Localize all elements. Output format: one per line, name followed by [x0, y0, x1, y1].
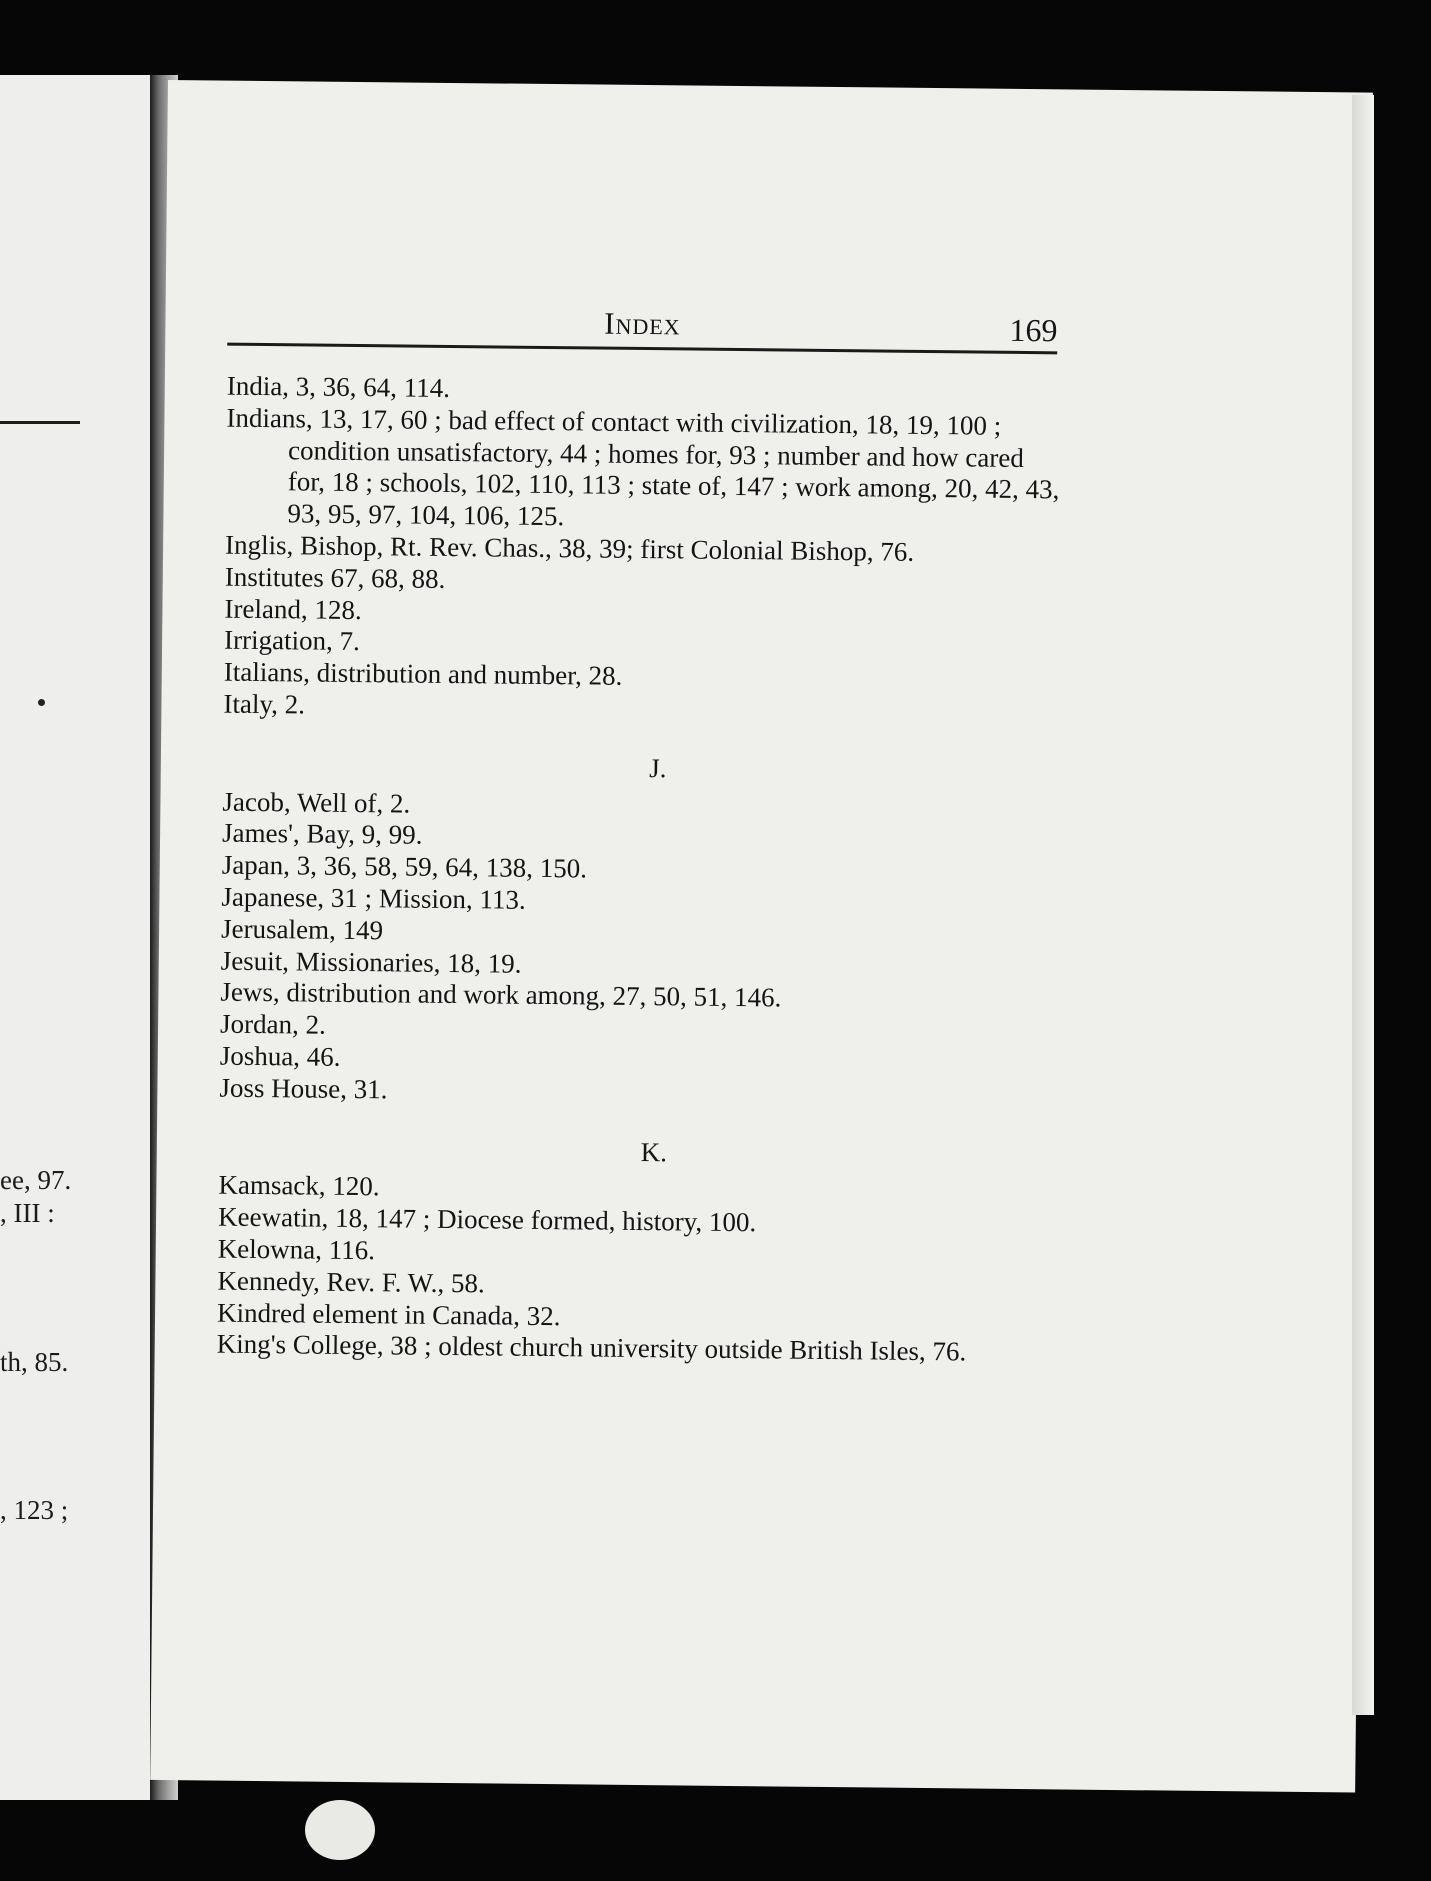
ink-dot	[38, 699, 45, 706]
index-entry: Joss House, 31.	[219, 1072, 388, 1105]
previous-page-fragment	[0, 75, 158, 1800]
index-body	[217, 371, 1067, 1370]
index-entry: Institutes 67, 68, 88.	[224, 561, 446, 594]
index-entry: Kamsack, 120.	[218, 1169, 380, 1202]
index-page	[150, 80, 1373, 1793]
index-entry: Ireland, 128.	[224, 593, 362, 625]
index-entry: Jordan, 2.	[219, 1008, 327, 1040]
index-entry: Italians, distribution and number, 28.	[223, 656, 623, 691]
index-entry: Jews, distribution and work among, 27, 50, 51, 146.	[220, 976, 782, 1013]
index-entry: Jesuit, Missionaries, 18, 19.	[220, 945, 522, 979]
previous-page-text-fragment: , 123 ;	[0, 1495, 69, 1525]
previous-page-text-fragment: ee, 97.	[0, 1165, 72, 1195]
page-number: 169	[1009, 311, 1058, 349]
index-entry: India, 3, 36, 64, 114.	[226, 370, 451, 403]
index-entry: Joshua, 46.	[219, 1040, 341, 1072]
index-section-k	[217, 1132, 1059, 1369]
index-section-i	[223, 371, 1067, 730]
page-edge-shadow	[1352, 95, 1374, 1715]
index-entry: King's College, 38 ; oldest church university outside British Isles, 76.	[216, 1328, 967, 1367]
index-entry: James', Bay, 9, 99.	[221, 817, 423, 851]
running-head: Index	[604, 305, 681, 342]
index-entry: Jacob, Well of, 2.	[222, 786, 411, 819]
index-entry: Keewatin, 18, 147 ; Diocese formed, history, 100.	[217, 1201, 757, 1238]
index-entry: Kindred element in Canada, 32.	[216, 1297, 561, 1331]
previous-page-text-fragment: th, 85.	[0, 1347, 69, 1377]
index-entry: Indians, 13, 17, 60 ; bad effect of contact with civilization, 18, 19, 100 ; condition unsatisfactory, 44 ; homes for, 93 ; number and how cared for, 18 ; schools, 102, 110, 113 ; state of, 147 ; work among, 20, 42, 43, 93, 95, 97, 104, 106, 125.	[226, 402, 1060, 532]
index-entry: Japanese, 31 ; Mission, 113.	[221, 881, 526, 915]
index-entry: Inglis, Bishop, Rt. Rev. Chas., 38, 39; first Colonial Bishop, 76.	[224, 529, 915, 567]
index-entry: Kelowna, 116.	[217, 1233, 376, 1266]
section-letter-heading: K.	[640, 1136, 668, 1167]
previous-page-text-fragment: , III :	[0, 1198, 55, 1228]
index-entry: Japan, 3, 36, 58, 59, 64, 138, 150.	[221, 849, 588, 884]
index-entry: Irrigation, 7.	[223, 624, 361, 657]
page-header	[227, 296, 1058, 365]
index-entry: Italy, 2.	[223, 688, 306, 720]
index-entry: Jerusalem, 149	[220, 913, 384, 946]
index-section-j	[219, 748, 1063, 1113]
section-letter-heading: J.	[649, 752, 667, 784]
previous-page-header-rule	[0, 421, 80, 424]
index-entry: Kennedy, Rev. F. W., 58.	[217, 1265, 485, 1299]
paper-blemish	[305, 1800, 375, 1860]
